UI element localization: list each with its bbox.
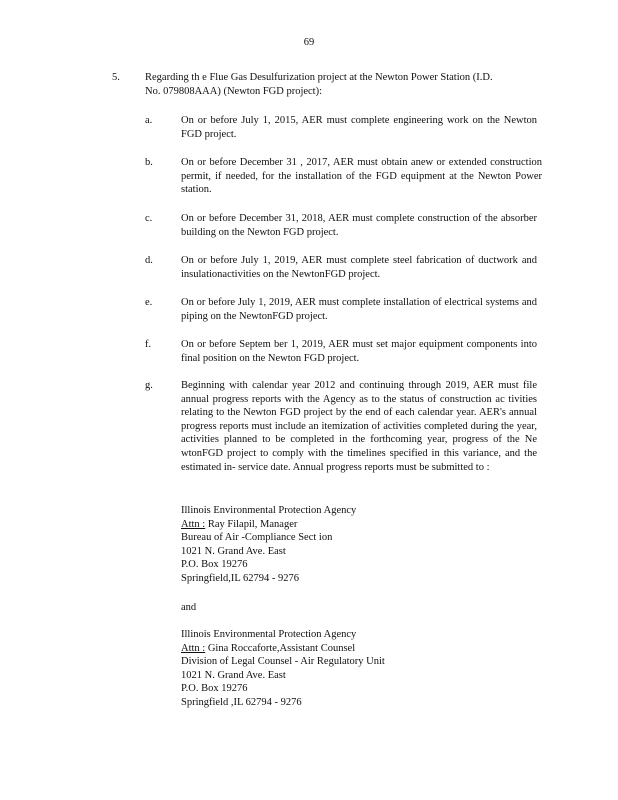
address-2-line-4: 1021 N. Grand Ave. East	[181, 669, 286, 681]
subitem-a-label: a.	[145, 115, 153, 126]
address-2-line-3: Division of Legal Counsel - Air Regulatory Unit	[181, 656, 385, 668]
address-2-line-6: Springfield ,IL 62794 - 9276	[181, 696, 302, 708]
address-1-line-6: Springfield,IL 62794 - 9276	[181, 572, 300, 584]
address-1-line-3: Bureau of Air -Compliance Sect ion	[181, 532, 333, 544]
address-2-line-5: P.O. Box 19276	[181, 683, 248, 695]
subitem-c-label: c.	[145, 213, 153, 224]
subitem-f-label: f.	[145, 339, 152, 350]
subitem-c-text: On or before December 31, 2018, AER must complete construction of the absorber building on the Newton FGD project.	[181, 213, 537, 238]
item-intro	[145, 71, 540, 98]
subitem-b-text: On or before December 31 , 2017, AER must obtain anew or extended construction permit, if needed, for the installation of the FGD equipment at the Newton Power station.	[181, 157, 542, 196]
item-number: 5.	[112, 72, 120, 83]
address-block-2	[181, 628, 541, 710]
subitem-f-text: On or before Septem ber 1, 2019, AER must set major equipment components into final position on the Newton FGD project.	[181, 339, 537, 364]
address-2-attn-label: Attn :	[181, 642, 206, 654]
address-2-agency: Illinois Environmental Protection Agency	[181, 629, 357, 640]
item-intro-line-1: Regarding th e Flue Gas Desulfurization project at the Newton Power Station (I.D.	[145, 72, 493, 83]
subitem-g-text: Beginning with calendar year 2012 and continuing through 2019, AER must file annual progress reports with the Agency as to the status of construction ac tivities relating to the Newton FGD project by the end of each calendar year. AER's annual progress reports must include an itemization of activities completed during the year, activities planned to be completed in the forthcoming year, progress of the Ne wtonFGD project to comply with the timelines specified in this variance, and the estimated in- service date. Annual progress reports must be submitted to :	[181, 380, 537, 473]
address-block-1	[181, 504, 541, 586]
address-1-attn-name: Ray Filapil, Manager	[205, 518, 298, 530]
address-1-attn-label: Attn :	[181, 518, 206, 530]
subitem-a-text: On or before July 1, 2015, AER must complete engineering work on the Newton FGD project.	[181, 115, 537, 140]
address-2-attn-name: Gina Roccaforte,Assistant Counsel	[205, 642, 356, 654]
subitem-b-label: b.	[145, 157, 153, 168]
subitem-e-label: e.	[145, 297, 153, 308]
page-number: 69	[303, 37, 315, 48]
subitem-d-label: d.	[145, 255, 153, 266]
address-2-attn	[181, 642, 541, 656]
address-1-line-4: 1021 N. Grand Ave. East	[181, 545, 286, 557]
subitem-g-label: g.	[145, 380, 153, 391]
address-1-agency: Illinois Environmental Protection Agency	[181, 505, 357, 516]
address-1-attn	[181, 518, 541, 532]
address-1-line-5: P.O. Box 19276	[181, 559, 248, 571]
subitem-e-text: On or before July 1, 2019, AER must complete installation of electrical systems and piping on the NewtonFGD project.	[181, 297, 537, 322]
and-text: and	[181, 602, 197, 613]
item-intro-line-2: No. 079808AAA) (Newton FGD project):	[145, 85, 323, 97]
subitem-d-text: On or before July 1, 2019, AER must complete steel fabrication of ductwork and insulationactivities on the NewtonFGD project.	[181, 255, 537, 280]
